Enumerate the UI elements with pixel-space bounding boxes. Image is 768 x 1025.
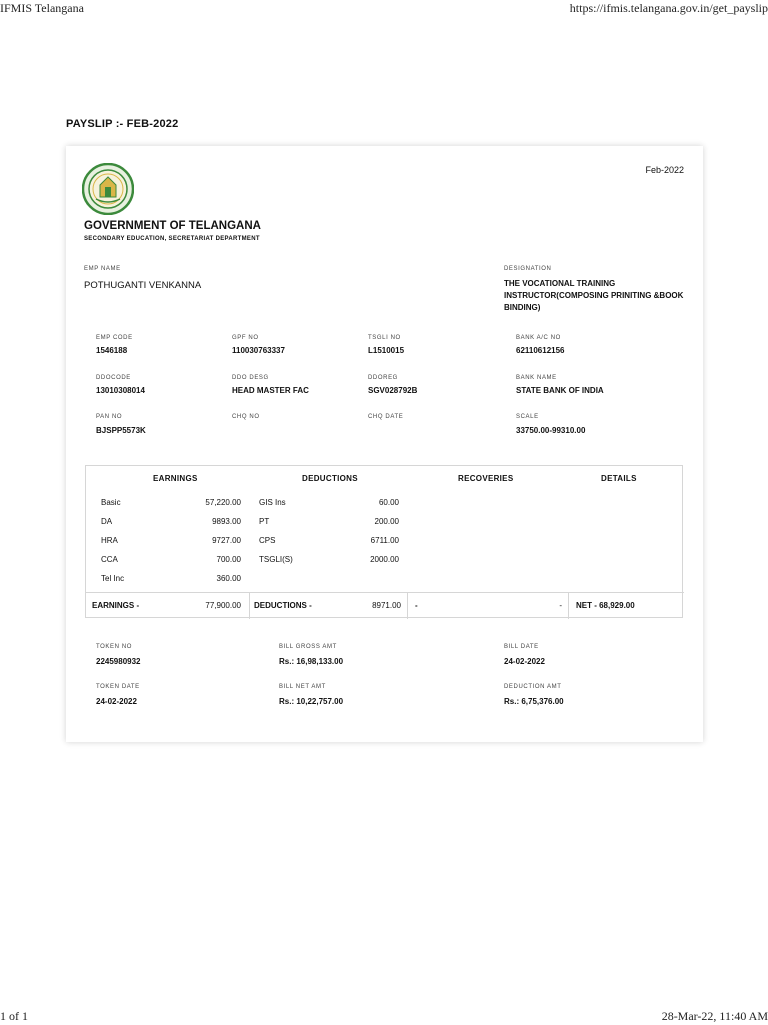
bill-date-label: BILL DATE	[504, 644, 539, 650]
totals-row	[86, 592, 684, 618]
ddo-desg-label: DDO DESG	[232, 375, 269, 381]
column-divider	[407, 593, 408, 619]
deduction-amount: 2000.00	[370, 555, 399, 564]
print-header	[0, 1, 768, 17]
designation-label: DESIGNATION	[504, 266, 552, 272]
earning-name: Basic	[101, 498, 121, 507]
token-date-label: TOKEN DATE	[96, 684, 140, 690]
deductions-total-label: DEDUCTIONS -	[254, 601, 312, 610]
emp-name-value: POTHUGANTI VENKANNA	[84, 280, 202, 291]
recoveries-total-value: -	[559, 601, 562, 610]
earning-name: DA	[101, 517, 113, 526]
tsgli-no-value: L1510015	[368, 346, 405, 355]
gpf-no-value: 110030763337	[232, 346, 285, 355]
print-footer-page: 1 of 1	[0, 1009, 28, 1023]
details-header: DETAILS	[601, 474, 637, 483]
gpf-no-label: GPF NO	[232, 335, 259, 341]
page-title: PAYSLIP :- FEB-2022	[66, 118, 179, 130]
bill-gross-amt-value: Rs.: 16,98,133.00	[279, 657, 344, 666]
scale-value: 33750.00-99310.00	[516, 426, 586, 435]
bill-net-amt-value: Rs.: 10,22,757.00	[279, 697, 344, 706]
deductions-header: DEDUCTIONS	[302, 474, 358, 483]
deduction-amt-label: DEDUCTION AMT	[504, 684, 562, 690]
deduction-name: TSGLI(S)	[259, 555, 293, 564]
earnings-total-value: 77,900.00	[205, 601, 241, 610]
deduction-amount: 200.00	[374, 517, 399, 526]
deduction-amount: 6711.00	[370, 536, 399, 545]
earning-amount: 57,220.00	[205, 498, 241, 507]
bill-net-amt-label: BILL NET AMT	[279, 684, 326, 690]
designation-value: THE VOCATIONAL TRAINING INSTRUCTOR(COMPOSING PRINITING &BOOK BINDING)	[504, 279, 684, 312]
payslip-month: Feb-2022	[645, 165, 684, 175]
deductions-total-value: 8971.00	[372, 601, 401, 610]
earning-name: HRA	[101, 536, 118, 545]
pan-no-value: BJSPP5573K	[96, 426, 146, 435]
column-divider	[568, 593, 569, 619]
print-header-title: IFMIS Telangana	[0, 1, 84, 15]
ddo-reg-value: SGV028792B	[368, 386, 418, 395]
earning-amount: 360.00	[216, 574, 241, 583]
print-footer	[0, 1009, 768, 1025]
department-name: SECONDARY EDUCATION, SECRETARIAT DEPARTMENT	[84, 236, 260, 242]
payslip-card	[66, 146, 703, 742]
earnings-total-label: EARNINGS -	[92, 601, 140, 610]
emp-name-label: EMP NAME	[84, 266, 121, 272]
token-no-label: TOKEN NO	[96, 644, 133, 650]
ddo-code-value: 13010308014	[96, 386, 145, 395]
token-date-value: 24-02-2022	[96, 697, 137, 706]
deduction-amount: 60.00	[378, 498, 399, 507]
ddo-reg-label: DDOREG	[368, 375, 398, 381]
deduction-name: GIS Ins	[259, 498, 286, 507]
earning-amount: 700.00	[216, 555, 241, 564]
pan-no-label: PAN NO	[96, 414, 123, 420]
org-name: GOVERNMENT OF TELANGANA	[84, 220, 261, 232]
print-header-url: https://ifmis.telangana.gov.in/get_payslip	[569, 1, 768, 15]
recoveries-header: RECOVERIES	[458, 474, 514, 483]
recoveries-total-label: -	[415, 601, 418, 610]
earning-amount: 9893.00	[212, 517, 241, 526]
chq-date-label: CHQ DATE	[368, 414, 404, 420]
emp-code-label: EMP CODE	[96, 335, 133, 341]
tsgli-no-label: TSGLI NO	[368, 335, 401, 341]
earning-name: CCA	[101, 555, 118, 564]
bank-name-label: BANK NAME	[516, 375, 557, 381]
earnings-header: EARNINGS	[153, 474, 198, 483]
scale-label: SCALE	[516, 414, 539, 420]
deduction-name: CPS	[259, 536, 276, 545]
pay-table	[85, 465, 683, 618]
bank-ac-no-value: 62110612156	[516, 346, 565, 355]
token-no-value: 2245980932	[96, 657, 141, 666]
net-pay: NET - 68,929.00	[576, 601, 635, 610]
emp-code-value: 1546188	[96, 346, 128, 355]
ddo-desg-value: HEAD MASTER FAC	[232, 386, 309, 395]
bill-date-value: 24-02-2022	[504, 657, 545, 666]
earning-amount: 9727.00	[212, 536, 241, 545]
earning-name: Tel Inc	[101, 574, 125, 583]
deduction-name: PT	[259, 517, 270, 526]
column-divider	[249, 593, 250, 619]
bill-gross-amt-label: BILL GROSS AMT	[279, 644, 337, 650]
chq-no-label: CHQ NO	[232, 414, 260, 420]
bank-ac-no-label: BANK A/C NO	[516, 335, 561, 341]
print-footer-timestamp: 28-Mar-22, 11:40 AM	[661, 1009, 768, 1023]
deduction-amt-value: Rs.: 6,75,376.00	[504, 697, 564, 706]
bank-name-value: STATE BANK OF INDIA	[516, 386, 604, 395]
ddo-code-label: DDOCODE	[96, 375, 131, 381]
telangana-emblem-icon	[82, 163, 134, 215]
